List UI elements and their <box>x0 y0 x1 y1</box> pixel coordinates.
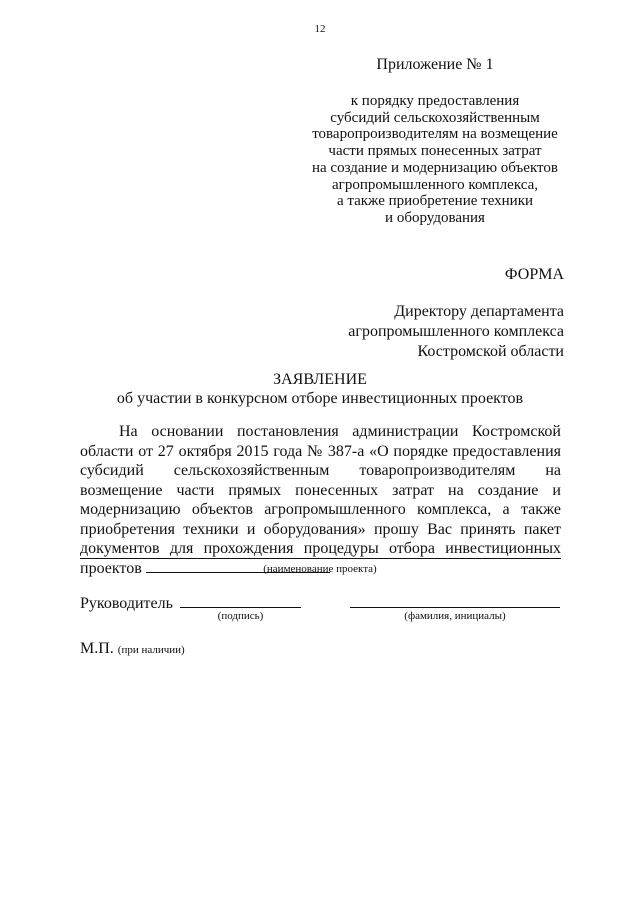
annex-subtitle-line: агропромышленного комплекса, <box>332 176 538 193</box>
annex-subtitle-line: части прямых понесенных затрат <box>328 143 542 160</box>
name-initials-caption: (фамилия, инициалы) <box>404 610 506 622</box>
signature-line[interactable] <box>180 607 301 608</box>
annex-subtitle-line: товаропроизводителям на возмещение <box>312 126 558 143</box>
form-label: ФОРМА <box>504 266 564 283</box>
annex-subtitle-line: и оборудования <box>385 209 485 226</box>
body-paragraph: На основании постановления администрации Костромской области от 27 октября 2015 года № 387-а «О порядке предоставления субсидий сельскохозяйственным товаропроизводителям на возмещение части прямых понесенных затрат на создание и модернизацию объектов агропромышленного комплекса, а также приобретения техники и оборудования» прошу Вас принять пакет документов для прохождения процедуры отбора инвестиционных проектов <box>80 423 561 577</box>
document-body <box>80 422 561 578</box>
annex-subtitle-line: а также приобретение техники <box>336 193 534 210</box>
addressee-line: Костромской области <box>417 343 564 360</box>
annex-subtitle-line: субсидий сельскохозяйственным <box>330 109 540 126</box>
seal-block <box>80 640 185 658</box>
addressee-line: Директору департамента <box>394 303 564 320</box>
seal-label: М.П. <box>80 640 114 657</box>
head-label: Руководитель <box>80 595 173 612</box>
annex-subtitle <box>300 93 570 227</box>
project-name-line[interactable] <box>80 558 561 559</box>
addressee-block <box>348 302 564 362</box>
annex-subtitle-line: к порядку предоставления <box>350 93 520 109</box>
annex-subtitle-line: на создание и модернизацию объектов <box>312 159 558 176</box>
seal-note: (при наличии) <box>117 644 185 656</box>
annex-title: Приложение № 1 <box>376 56 494 73</box>
page-number: 12 <box>314 23 326 35</box>
signature-caption: (подпись) <box>217 610 264 622</box>
document-title: ЗАЯВЛЕНИЕ <box>273 371 367 388</box>
document-heading <box>0 370 640 408</box>
document-subtitle: об участии в конкурсном отборе инвестиционных проектов <box>116 390 524 407</box>
name-initials-line[interactable] <box>350 607 560 608</box>
project-name-caption: (наименование проекта) <box>263 563 377 575</box>
addressee-line: агропромышленного комплекса <box>348 323 564 340</box>
